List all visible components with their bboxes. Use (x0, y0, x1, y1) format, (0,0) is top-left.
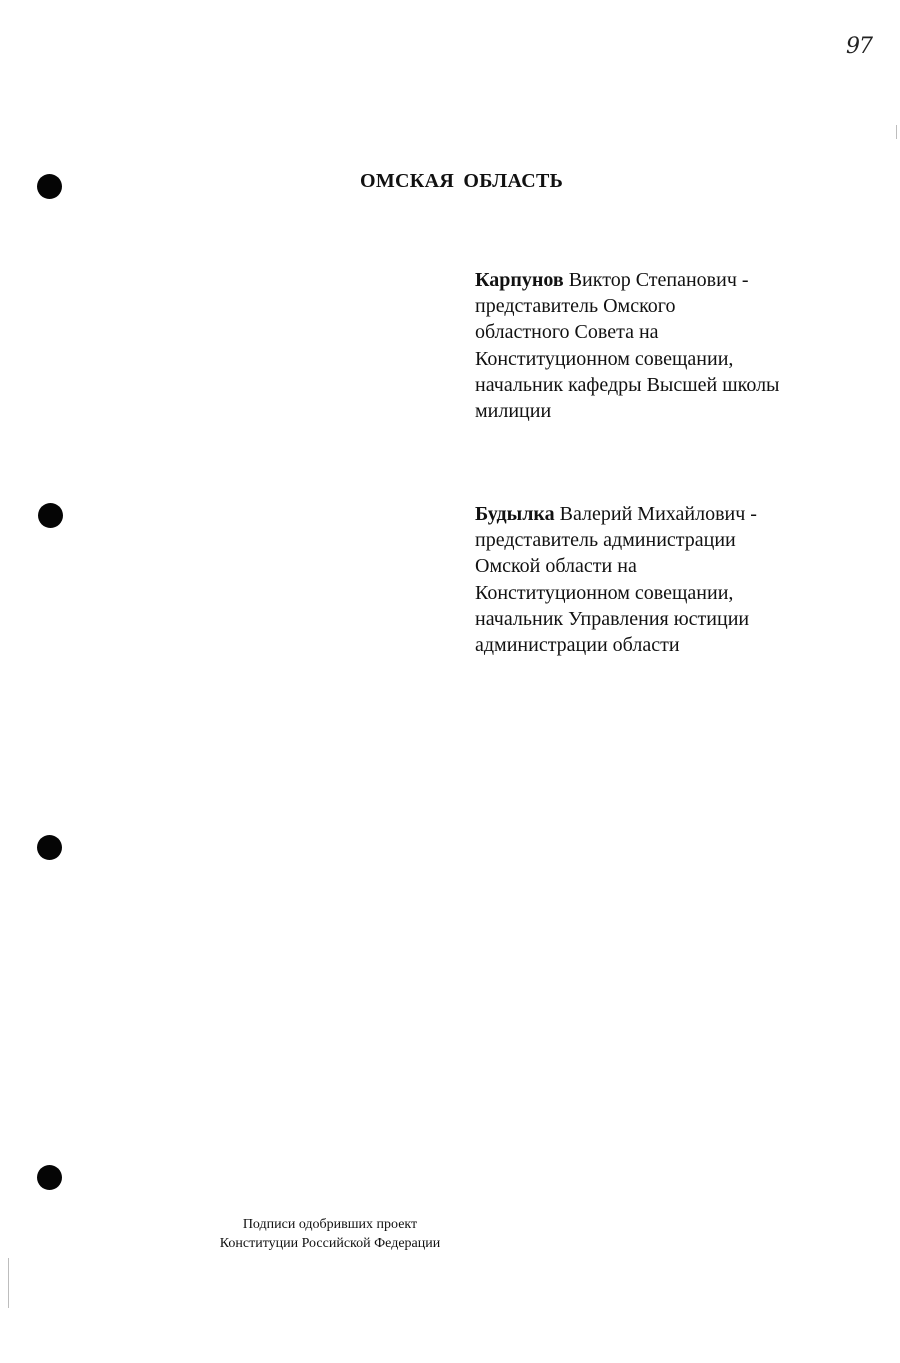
binder-hole-3 (37, 835, 62, 860)
person-first-line (475, 501, 855, 527)
footer-note (190, 1215, 470, 1253)
person-entry-karpunov (475, 267, 855, 424)
person-text-line: администрации области (475, 634, 680, 657)
person-text-line: представитель администрации (475, 529, 736, 552)
person-text-line: начальник Управления юстиции (475, 607, 750, 630)
person-surname: Будылка (475, 503, 555, 525)
person-text-line: Виктор Степанович - (568, 269, 749, 291)
person-text-line: представитель Омского (475, 295, 676, 318)
person-text-line: Омской области на (475, 555, 637, 578)
binder-hole-4 (37, 1165, 62, 1190)
person-text-line: Конституционном совещании, (475, 347, 734, 370)
binder-hole-1 (37, 174, 62, 199)
binder-hole-2 (38, 503, 63, 528)
person-first-line (475, 267, 855, 293)
person-entry-budylka (475, 501, 855, 658)
person-text-line: начальник кафедры Высшей школы (475, 373, 780, 396)
footer-line: Конституции Российской Федерации (219, 1236, 441, 1251)
footer-line: Подписи одобривших проект (242, 1217, 418, 1232)
region-title: ОМСКАЯ ОБЛАСТЬ (360, 170, 564, 192)
person-text-line: областного Совета на (475, 321, 659, 344)
scan-edge-mark (896, 125, 897, 139)
person-text-line: Конституционном совещании, (475, 581, 734, 604)
person-text-line: Валерий Михайлович - (559, 503, 757, 525)
page-number: 97 (846, 34, 872, 59)
scan-edge-mark (8, 1258, 9, 1308)
person-text-line: милиции (475, 400, 552, 423)
person-surname: Карпунов (475, 269, 564, 291)
